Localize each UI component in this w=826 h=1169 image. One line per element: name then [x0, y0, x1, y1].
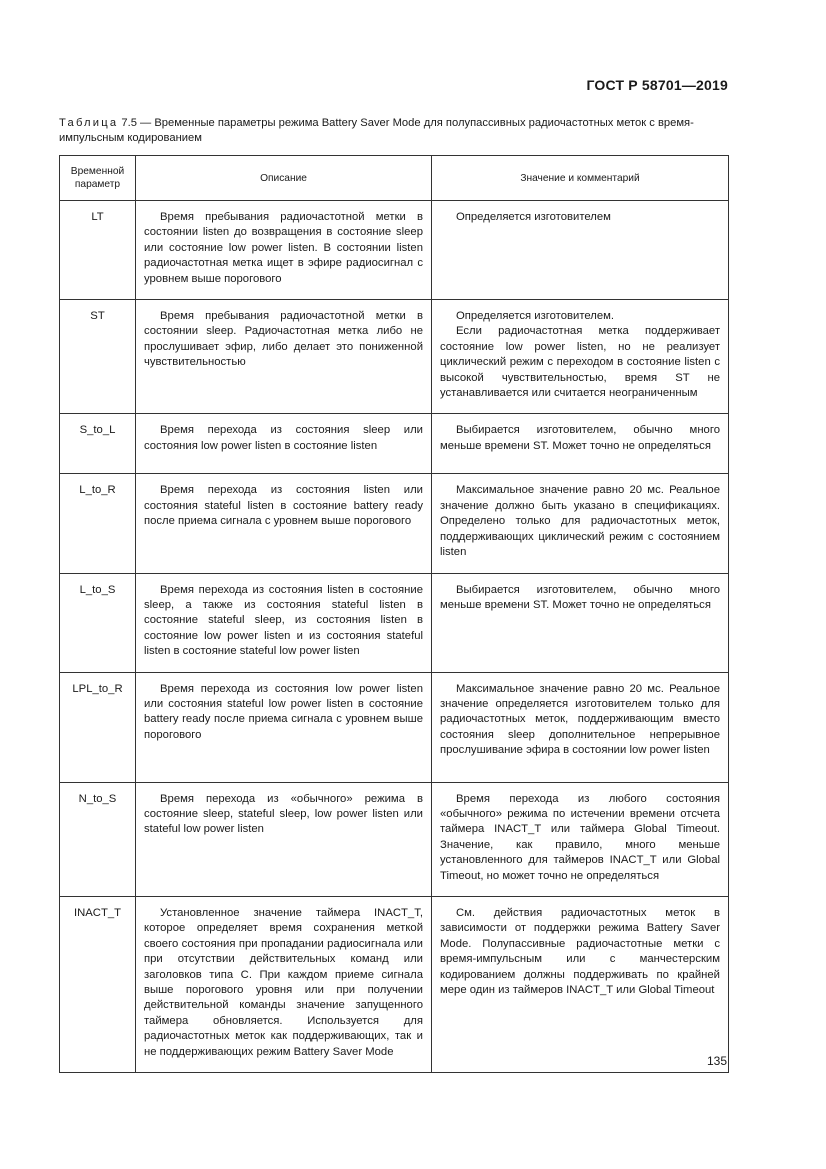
- column-header-value: Значение и комментарий: [432, 156, 729, 201]
- description-cell: Время пребывания радиочастотной метки в состоянии listen до возвращения в состояние sleep или состояние low power listen. В состоянии listen радиочастотная метка ищет в эфире радиосигнал с уровнем выше порогового: [136, 201, 432, 300]
- param-cell: INACT_T: [60, 896, 136, 1072]
- column-header-param: Временной параметр: [60, 156, 136, 201]
- table-caption: [59, 116, 727, 146]
- table-row: [60, 474, 729, 573]
- description-cell: Установленное значение таймера INACT_T, которое определяет время сохранения меткой своего состояния при пропадании радиосигнала или при отсутствии действительных команд или заголовков типа С. При каждом приеме сигнала выше порогового уровня или при получении действительной команды значение запущенного таймера обновляется. Используется для радиочастотных меток как поддерживающих, так и не поддерживающих режим Battery Saver Mode: [136, 896, 432, 1072]
- param-cell: L_to_S: [60, 573, 136, 672]
- value-paragraph: Максимальное значение равно 20 мс. Реальное значение определяется изготовителем только для радиочастотных меток, поддерживающим вместо состояния sleep дополнительное непрерывное прослушивание эфира в состоянии low power listen: [440, 682, 720, 757]
- param-cell: N_to_S: [60, 782, 136, 896]
- table-row: [60, 672, 729, 782]
- table-row: [60, 782, 729, 896]
- description-cell: Время перехода из «обычного» режима в состояние sleep, stateful sleep, low power listen или stateful low power listen: [136, 782, 432, 896]
- value-paragraph: Выбирается изготовителем, обычно много меньше времени ST. Может точно не определяться: [440, 424, 720, 452]
- value-cell: [432, 672, 729, 782]
- param-cell: L_to_R: [60, 474, 136, 573]
- value-paragraph: Если радиочастотная метка поддерживает состояние low power listen, но не реализует циклический режим с переходом в состояние listen с высокой чувствительностью, время ST не устанавливается или считается неограниченным: [440, 325, 720, 400]
- value-cell: [432, 300, 729, 414]
- value-paragraph: См. действия радиочастотных меток в зависимости от поддержки режима Battery Saver Mode. Полупассивные радиочастотные метки с время-импульсным или с манчестерским кодированием должны поддерживать по крайней мере один из таймеров INACT_T или Global Timeout: [440, 906, 720, 996]
- value-paragraph: Выбирается изготовителем, обычно много меньше времени ST. Может точно не определяться: [440, 583, 720, 611]
- page-number: 135: [706, 1054, 727, 1068]
- param-cell: LPL_to_R: [60, 672, 136, 782]
- value-paragraph: Определяется изготовителем.: [456, 310, 615, 323]
- table-row: [60, 300, 729, 414]
- value-paragraph: Определяется изготовителем: [456, 211, 611, 223]
- table-row: [60, 896, 729, 1072]
- value-cell: [432, 201, 729, 300]
- timing-parameters-table: [59, 155, 729, 1073]
- param-cell: ST: [60, 300, 136, 414]
- document-code: ГОСТ Р 58701—2019: [586, 77, 728, 93]
- caption-label: Таблица: [59, 117, 119, 129]
- description-cell: Время перехода из состояния low power listen или состояния stateful low power listen в состояние battery ready после приема сигнала с уровнем выше порогового: [136, 672, 432, 782]
- param-cell: LT: [60, 201, 136, 300]
- param-cell: S_to_L: [60, 414, 136, 474]
- value-cell: [432, 573, 729, 672]
- value-cell: [432, 782, 729, 896]
- description-cell: Время перехода из состояния listen или состояния stateful listen в состояние battery ready после приема сигнала с уровнем выше порогового: [136, 474, 432, 573]
- value-cell: [432, 414, 729, 474]
- description-cell: Время пребывания радиочастотной метки в состоянии sleep. Радиочастотная метка либо не прослушивает эфир, либо делает это пониженной чувствительностью: [136, 300, 432, 414]
- value-paragraph: Максимальное значение равно 20 мс. Реальное значение должно быть указано в спецификациях. Определено только для радиочастотных меток, поддерживающих циклический режим с состоянием listen: [440, 484, 720, 559]
- column-header-description: Описание: [136, 156, 432, 201]
- value-cell: [432, 896, 729, 1072]
- description-cell: Время перехода из состояния sleep или состояния low power listen в состояние listen: [136, 414, 432, 474]
- value-cell: [432, 474, 729, 573]
- table-row: [60, 201, 729, 300]
- description-cell: Время перехода из состояния listen в состояние sleep, а также из состояния stateful listen в состояние stateful sleep, из состояния listen в состояние low power listen и из состояния stateful listen в состояние stateful low power listen: [136, 573, 432, 672]
- table-row: [60, 573, 729, 672]
- value-paragraph: Время перехода из любого состояния «обычного» режима по истечении времени отсчета таймера INACT_T или таймера Global Timeout. Значение, как правило, много меньше установленного для таймеров INACT_T или Global Timeout, но может точно не определяться: [440, 792, 720, 882]
- table-header-row: [60, 156, 729, 201]
- caption-text: 7.5 — Временные параметры режима Battery Saver Mode для полупассивных радиочастотных меток с время-импульсным кодированием: [59, 117, 694, 144]
- table-row: [60, 414, 729, 474]
